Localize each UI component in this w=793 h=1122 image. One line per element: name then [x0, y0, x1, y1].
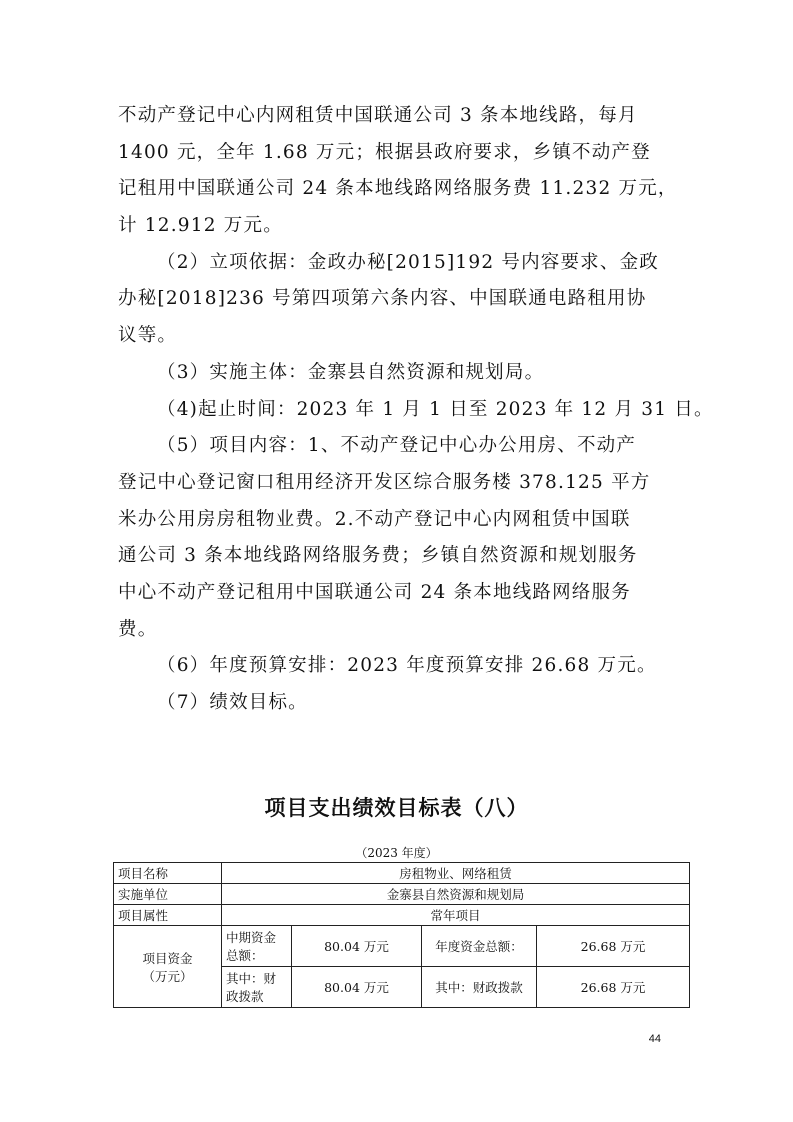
paragraph-line: 中心不动产登记租用中国联通公司 24 条本地线路网络服务	[118, 581, 631, 603]
paragraph-line: （4)起止时间：2023 年 1 月 1 日至 2023 年 12 月 31 日。	[157, 398, 714, 420]
table-cell-value: 80.04 万元	[292, 926, 422, 967]
table-cell-value: 金寨县自然资源和规划局	[222, 884, 690, 905]
table-cell-value: 80.04 万元	[292, 967, 422, 1008]
cell-label-line: 中期资金	[226, 930, 277, 945]
paragraph-line: （7）绩效目标。	[157, 692, 308, 713]
funds-label-line: 项目资金	[142, 950, 193, 966]
paragraph-line: 1400 元，全年 1.68 万元；根据县政府要求，乡镇不动产登	[118, 141, 651, 163]
paragraph-line: （3）实施主体：金寨县自然资源和规划局。	[157, 361, 545, 383]
paragraph-line: （5）项目内容：1、不动产登记中心办公用房、不动产	[157, 435, 637, 457]
page-number: 44	[648, 1033, 661, 1045]
table-cell-value: 房租物业、网络租赁	[222, 863, 690, 884]
table-row	[114, 926, 690, 967]
table-cell-label	[114, 926, 222, 1008]
table-cell-label: 年度资金总额：	[422, 926, 537, 967]
funds-label-line: （万元）	[142, 968, 193, 984]
cell-label-line: 政拨款	[226, 989, 264, 1004]
performance-goal-table	[113, 862, 690, 1008]
table-cell-label: 项目属性	[114, 905, 222, 926]
paragraph-line: 计 12.912 万元。	[118, 215, 283, 237]
table-cell-label: 项目名称	[114, 863, 222, 884]
paragraph-line: 登记中心登记窗口租用经济开发区综合服务楼 378.125 平方	[118, 471, 651, 493]
paragraph-line: 记租用中国联通公司 24 条本地线路网络服务费 11.232 万元，	[118, 178, 678, 200]
paragraph-line: 费。	[118, 618, 158, 640]
paragraph-line: （2）立项依据：金政办秘[2015]192 号内容要求、金政	[157, 251, 659, 273]
paragraph-line: 米办公用房房租物业费。2.不动产登记中心内网租赁中国联	[118, 508, 631, 530]
table-row	[114, 863, 690, 884]
paragraph-line: 通公司 3 条本地线路网络服务费；乡镇自然资源和规划服务	[118, 545, 638, 567]
table-cell-label: 实施单位	[114, 884, 222, 905]
year-label: （2023 年度）	[355, 846, 438, 860]
cell-label-line: 其中：财	[226, 971, 277, 986]
table-row	[114, 884, 690, 905]
table-cell-value: 26.68 万元	[537, 926, 690, 967]
paragraph-line: 办秘[2018]236 号第四项第六条内容、中国联通电路租用协	[118, 288, 647, 310]
table-title: 项目支出绩效目标表（八）	[264, 796, 529, 820]
table-row	[114, 905, 690, 926]
body-text	[118, 98, 714, 722]
paragraph-line: （6）年度预算安排：2023 年度预算安排 26.68 万元。	[157, 655, 657, 677]
paragraph-line: 不动产登记中心内网租赁中国联通公司 3 条本地线路，每月	[118, 105, 638, 126]
cell-label-line: 总额：	[226, 948, 264, 963]
table-cell-label: 其中：财政拨款	[422, 967, 537, 1008]
table-cell-label	[222, 926, 292, 967]
table-cell-value: 常年项目	[222, 905, 690, 926]
table-cell-value: 26.68 万元	[537, 967, 690, 1008]
table-cell-label	[222, 967, 292, 1008]
paragraph-line: 议等。	[118, 325, 178, 347]
